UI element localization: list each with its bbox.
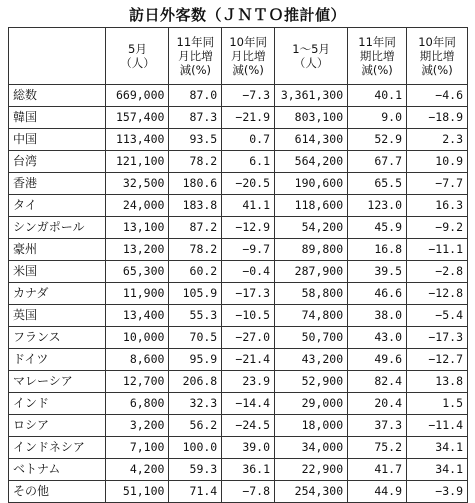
country-cell: フランス (9, 327, 106, 349)
value-cell: −12.9 (222, 217, 275, 239)
value-cell: 93.5 (169, 129, 222, 151)
value-cell: 6.1 (222, 151, 275, 173)
table-row (9, 239, 468, 261)
country-cell: 総数 (9, 85, 106, 107)
value-cell: 113,400 (106, 129, 169, 151)
value-cell: 803,100 (275, 107, 348, 129)
value-cell: 254,300 (275, 481, 348, 503)
column-header: 10年同 月比増 減(%) (222, 28, 275, 85)
column-header: 10年同 期比増 減(%) (407, 28, 468, 85)
column-header (9, 28, 106, 85)
value-cell: −7.3 (222, 85, 275, 107)
value-cell: 39.5 (348, 261, 407, 283)
value-cell: 46.6 (348, 283, 407, 305)
value-cell: 38.0 (348, 305, 407, 327)
value-cell: 287,900 (275, 261, 348, 283)
value-cell: 34,000 (275, 437, 348, 459)
value-cell: 41.1 (222, 195, 275, 217)
country-cell: タイ (9, 195, 106, 217)
table-row (9, 349, 468, 371)
value-cell: −5.4 (407, 305, 468, 327)
value-cell: 190,600 (275, 173, 348, 195)
value-cell: 45.9 (348, 217, 407, 239)
table-row (9, 305, 468, 327)
table-row (9, 393, 468, 415)
value-cell: 60.2 (169, 261, 222, 283)
value-cell: −17.3 (407, 327, 468, 349)
value-cell: 8,600 (106, 349, 169, 371)
value-cell: 23.9 (222, 371, 275, 393)
value-cell: 0.7 (222, 129, 275, 151)
value-cell: −7.8 (222, 481, 275, 503)
value-cell: 669,000 (106, 85, 169, 107)
value-cell: 52,900 (275, 371, 348, 393)
value-cell: −17.3 (222, 283, 275, 305)
value-cell: 3,200 (106, 415, 169, 437)
value-cell: 78.2 (169, 239, 222, 261)
value-cell: 43,200 (275, 349, 348, 371)
country-cell: ロシア (9, 415, 106, 437)
value-cell: 12,700 (106, 371, 169, 393)
table-row (9, 173, 468, 195)
value-cell: 43.0 (348, 327, 407, 349)
value-cell: 40.1 (348, 85, 407, 107)
value-cell: −9.2 (407, 217, 468, 239)
table-row (9, 261, 468, 283)
country-cell: 香港 (9, 173, 106, 195)
column-header: 1～5月 （人） (275, 28, 348, 85)
country-cell: シンガポール (9, 217, 106, 239)
value-cell: −7.7 (407, 173, 468, 195)
value-cell: 56.2 (169, 415, 222, 437)
value-cell: 13.8 (407, 371, 468, 393)
value-cell: 16.8 (348, 239, 407, 261)
table-row (9, 481, 468, 503)
table-body (9, 85, 468, 503)
value-cell: 55.3 (169, 305, 222, 327)
column-header: 11年同 月比増 減(%) (169, 28, 222, 85)
value-cell: −14.4 (222, 393, 275, 415)
value-cell: 87.2 (169, 217, 222, 239)
value-cell: 6,800 (106, 393, 169, 415)
table-header (9, 28, 468, 85)
value-cell: 16.3 (407, 195, 468, 217)
value-cell: −21.4 (222, 349, 275, 371)
value-cell: −2.8 (407, 261, 468, 283)
value-cell: 18,000 (275, 415, 348, 437)
value-cell: 39.0 (222, 437, 275, 459)
table-row (9, 459, 468, 481)
value-cell: 50,700 (275, 327, 348, 349)
value-cell: −4.6 (407, 85, 468, 107)
country-cell: インド (9, 393, 106, 415)
value-cell: 121,100 (106, 151, 169, 173)
value-cell: 9.0 (348, 107, 407, 129)
value-cell: 10,000 (106, 327, 169, 349)
value-cell: 36.1 (222, 459, 275, 481)
value-cell: 24,000 (106, 195, 169, 217)
value-cell: −12.8 (407, 283, 468, 305)
value-cell: 78.2 (169, 151, 222, 173)
value-cell: 95.9 (169, 349, 222, 371)
value-cell: −0.4 (222, 261, 275, 283)
table-row (9, 85, 468, 107)
value-cell: −18.9 (407, 107, 468, 129)
value-cell: 13,200 (106, 239, 169, 261)
country-cell: 韓国 (9, 107, 106, 129)
value-cell: −24.5 (222, 415, 275, 437)
value-cell: 44.9 (348, 481, 407, 503)
value-cell: 13,400 (106, 305, 169, 327)
value-cell: 2.3 (407, 129, 468, 151)
country-cell: ベトナム (9, 459, 106, 481)
table-row (9, 283, 468, 305)
value-cell: 89,800 (275, 239, 348, 261)
value-cell: 87.0 (169, 85, 222, 107)
value-cell: 59.3 (169, 459, 222, 481)
value-cell: 3,361,300 (275, 85, 348, 107)
value-cell: −12.7 (407, 349, 468, 371)
value-cell: 1.5 (407, 393, 468, 415)
table-row (9, 107, 468, 129)
value-cell: −11.4 (407, 415, 468, 437)
value-cell: 74,800 (275, 305, 348, 327)
value-cell: 20.4 (348, 393, 407, 415)
value-cell: −27.0 (222, 327, 275, 349)
country-cell: インドネシア (9, 437, 106, 459)
column-header: 11年同 期比増 減(%) (348, 28, 407, 85)
country-cell: 豪州 (9, 239, 106, 261)
value-cell: 58,800 (275, 283, 348, 305)
value-cell: 70.5 (169, 327, 222, 349)
value-cell: 13,100 (106, 217, 169, 239)
country-cell: マレーシア (9, 371, 106, 393)
value-cell: −21.9 (222, 107, 275, 129)
value-cell: 183.8 (169, 195, 222, 217)
value-cell: 82.4 (348, 371, 407, 393)
country-cell: 米国 (9, 261, 106, 283)
value-cell: 51,100 (106, 481, 169, 503)
table-row (9, 195, 468, 217)
value-cell: 22,900 (275, 459, 348, 481)
value-cell: 34.1 (407, 437, 468, 459)
country-cell: カナダ (9, 283, 106, 305)
value-cell: 105.9 (169, 283, 222, 305)
country-cell: 中国 (9, 129, 106, 151)
value-cell: 157,400 (106, 107, 169, 129)
value-cell: 180.6 (169, 173, 222, 195)
value-cell: 100.0 (169, 437, 222, 459)
value-cell: −3.9 (407, 481, 468, 503)
value-cell: 75.2 (348, 437, 407, 459)
value-cell: 564,200 (275, 151, 348, 173)
country-cell: ドイツ (9, 349, 106, 371)
value-cell: −11.1 (407, 239, 468, 261)
visitor-statistics-table (8, 27, 468, 503)
value-cell: 41.7 (348, 459, 407, 481)
table-title: 訪日外客数（ＪＮＴＯ推計値） (128, 6, 346, 24)
value-cell: 11,900 (106, 283, 169, 305)
value-cell: −20.5 (222, 173, 275, 195)
value-cell: 65.5 (348, 173, 407, 195)
value-cell: 29,000 (275, 393, 348, 415)
value-cell: 4,200 (106, 459, 169, 481)
value-cell: 206.8 (169, 371, 222, 393)
value-cell: 54,200 (275, 217, 348, 239)
value-cell: 71.4 (169, 481, 222, 503)
value-cell: 614,300 (275, 129, 348, 151)
value-cell: 118,600 (275, 195, 348, 217)
column-header: 5月 （人） (106, 28, 169, 85)
table-row (9, 217, 468, 239)
value-cell: 123.0 (348, 195, 407, 217)
value-cell: 10.9 (407, 151, 468, 173)
value-cell: 52.9 (348, 129, 407, 151)
table-row (9, 129, 468, 151)
table-row (9, 327, 468, 349)
value-cell: 49.6 (348, 349, 407, 371)
value-cell: 87.3 (169, 107, 222, 129)
value-cell: 34.1 (407, 459, 468, 481)
value-cell: 7,100 (106, 437, 169, 459)
value-cell: 65,300 (106, 261, 169, 283)
value-cell: 37.3 (348, 415, 407, 437)
country-cell: 台湾 (9, 151, 106, 173)
table-row (9, 415, 468, 437)
table-row (9, 437, 468, 459)
header-row (9, 28, 468, 85)
value-cell: −10.5 (222, 305, 275, 327)
country-cell: 英国 (9, 305, 106, 327)
value-cell: 32,500 (106, 173, 169, 195)
table-row (9, 371, 468, 393)
country-cell: その他 (9, 481, 106, 503)
value-cell: 32.3 (169, 393, 222, 415)
table-row (9, 151, 468, 173)
value-cell: 67.7 (348, 151, 407, 173)
value-cell: −9.7 (222, 239, 275, 261)
